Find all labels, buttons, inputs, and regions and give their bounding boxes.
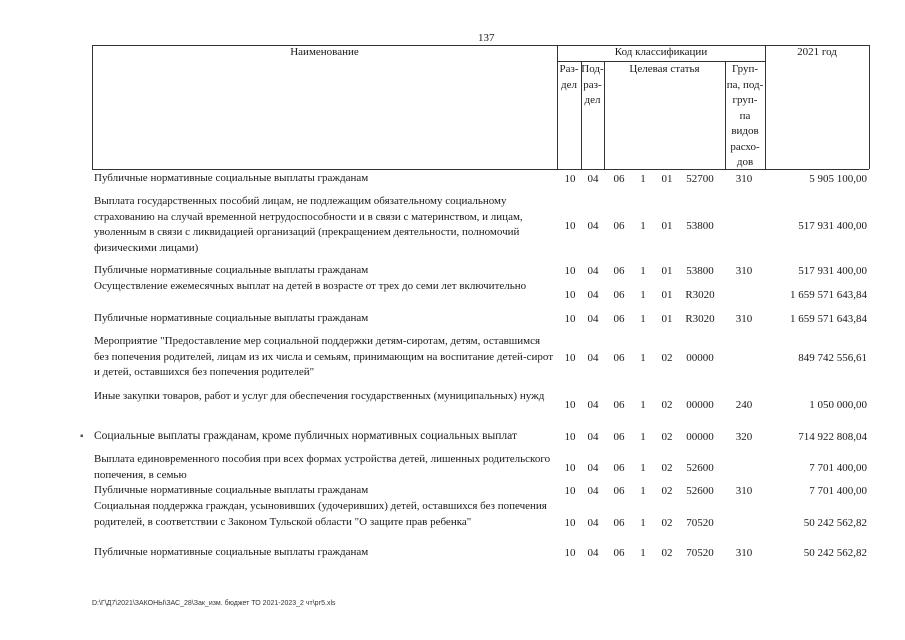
row-amount: 7 701 400,00 [809,485,867,497]
header-name: Наименование [290,46,359,58]
row-amount: 517 931 400,00 [798,220,867,232]
row-target-direction: 70520 [686,547,714,559]
row-amount: 5 905 100,00 [809,173,867,185]
table-left-border [92,45,93,169]
row-podrazdel: 04 [587,352,599,364]
row-amount: 849 742 556,61 [798,352,867,364]
header-year: 2021 год [797,46,837,58]
row-razdel: 10 [564,547,576,559]
row-amount: 1 050 000,00 [809,399,867,411]
row-name: Иные закупки товаров, работ и услуг для обеспечения государственных (муниципальных) нужд [94,390,545,402]
table-row [0,545,905,561]
row-razdel: 10 [564,289,576,301]
row-razdel: 10 [564,399,576,411]
table-row [0,499,905,547]
row-podrazdel: 04 [587,265,599,277]
header-code: Код классификации [614,46,708,58]
row-target-direction: 70520 [686,517,714,529]
row-target-subprogram: 1 [640,289,646,301]
row-amount: 517 931 400,00 [798,265,867,277]
row-razdel: 10 [564,352,576,364]
row-target-direction: R3020 [685,313,715,325]
table-row [0,429,905,445]
table-row [0,311,905,327]
row-target-direction: 52600 [686,485,714,497]
row-amount: 1 659 571 643,84 [790,289,867,301]
row-name: Социальные выплаты гражданам, кроме публичных нормативных социальных выплат [94,430,517,442]
file-path-footer: D:\Г\Д7\2021\ЗАКОНЫ\ЗАС_28\Зак_изм. бюджет ТО 2021-2023_2 чт\рг5.xls [92,600,336,607]
table-row [0,334,905,382]
row-target-direction: 52600 [686,462,714,474]
table-row [0,483,905,499]
row-target-direction: R3020 [685,289,715,301]
row-target-event: 01 [661,173,673,185]
row-razdel: 10 [564,462,576,474]
row-target-subprogram: 1 [640,265,646,277]
row-name: Публичные нормативные социальные выплаты гражданам [94,172,369,184]
row-target-direction: 53800 [686,220,714,232]
row-razdel: 10 [564,431,576,443]
row-target-subprogram: 1 [640,173,646,185]
table-row [0,170,905,186]
row-expense-type: 310 [735,173,753,185]
row-name: Публичные нормативные социальные выплаты гражданам [94,264,369,276]
row-amount: 1 659 571 643,84 [790,313,867,325]
row-target-event: 01 [661,289,673,301]
row-target-direction: 00000 [686,399,714,411]
row-name: Осуществление ежемесячных выплат на детей в возрасте от трех до семи лет включительно [94,280,527,292]
row-target-program: 06 [613,485,625,497]
row-razdel: 10 [564,173,576,185]
row-target-subprogram: 1 [640,462,646,474]
header-target: Целевая статья [629,63,700,75]
row-target-program: 06 [613,220,625,232]
row-target-event: 02 [661,399,673,411]
row-target-program: 06 [613,399,625,411]
row-target-program: 06 [613,289,625,301]
row-expense-type: 240 [735,399,753,411]
row-target-event: 02 [661,485,673,497]
row-razdel: 10 [564,265,576,277]
row-amount: 714 922 808,04 [798,431,867,443]
row-podrazdel: 04 [587,462,599,474]
row-razdel: 10 [564,220,576,232]
row-name: Публичные нормативные социальные выплаты гражданам [94,484,369,496]
row-target-program: 06 [613,173,625,185]
margin-mark: ▪ [80,431,84,442]
row-amount: 7 701 400,00 [809,462,867,474]
row-razdel: 10 [564,485,576,497]
row-podrazdel: 04 [587,289,599,301]
row-target-event: 02 [661,431,673,443]
page-number: 137 [478,32,495,44]
row-expense-type: 310 [735,485,753,497]
row-target-program: 06 [613,462,625,474]
row-target-event: 02 [661,517,673,529]
row-target-subprogram: 1 [640,547,646,559]
row-target-subprogram: 1 [640,313,646,325]
row-podrazdel: 04 [587,220,599,232]
row-target-subprogram: 1 [640,485,646,497]
row-target-subprogram: 1 [640,220,646,232]
row-target-event: 01 [661,265,673,277]
divider-code-year [765,45,766,169]
row-target-event: 01 [661,313,673,325]
row-razdel: 10 [564,313,576,325]
row-podrazdel: 04 [587,431,599,443]
row-expense-type: 310 [735,313,753,325]
row-target-direction: 00000 [686,431,714,443]
table-row [0,263,905,279]
row-expense-type: 310 [735,547,753,559]
row-amount: 50 242 562,82 [803,517,867,529]
row-name: Мероприятие "Предоставление мер социальной поддержки детям-сиротам, детям, оставшимся без попечения родителей, лицам из их числа и семьям, принимающим на воспитание детей-сирот и детей, оставшихся без попечения родителей" [94,335,554,378]
row-target-program: 06 [613,431,625,443]
row-name: Выплата единовременного пособия при всех формах устройства детей, лишенных родительского попечения, в семью [94,453,551,481]
row-target-program: 06 [613,313,625,325]
row-target-event: 01 [661,220,673,232]
row-target-event: 02 [661,547,673,559]
row-target-direction: 52700 [686,173,714,185]
row-name: Социальная поддержка граждан, усыновивших (удочеривших) детей, оставшихся без попечения родителей, в соответствии с Законом Тульской области "О защите прав ребенка" [94,500,547,528]
row-expense-type: 320 [735,431,753,443]
row-podrazdel: 04 [587,173,599,185]
row-target-direction: 53800 [686,265,714,277]
row-podrazdel: 04 [587,547,599,559]
table-row [0,452,905,484]
row-target-program: 06 [613,265,625,277]
row-target-direction: 00000 [686,352,714,364]
row-target-program: 06 [613,352,625,364]
row-target-event: 02 [661,352,673,364]
row-podrazdel: 04 [587,313,599,325]
row-podrazdel: 04 [587,399,599,411]
header-group: Груп- па, под- груп- па видов расхо- дов [726,63,764,168]
row-target-event: 02 [661,462,673,474]
header-razdel: Раз- дел [559,63,579,91]
row-razdel: 10 [564,517,576,529]
header-podrazdel: Под- раз- дел [581,63,604,106]
table-row [0,389,905,421]
row-amount: 50 242 562,82 [803,547,867,559]
row-target-subprogram: 1 [640,352,646,364]
table-row [0,279,905,311]
table-row [0,194,905,258]
row-target-subprogram: 1 [640,399,646,411]
row-podrazdel: 04 [587,517,599,529]
row-target-program: 06 [613,517,625,529]
row-expense-type: 310 [735,265,753,277]
table-right-border [869,45,870,169]
row-target-subprogram: 1 [640,431,646,443]
row-name: Выплата государственных пособий лицам, не подлежащим обязательному социальному страхованию на случай временной нетрудоспособности и в связи с материнством, и лицам, уволенным в связи с ликвидацией организаций (прекращением деятельности, полномочий физическими лицами) [94,195,523,254]
row-target-subprogram: 1 [640,517,646,529]
row-podrazdel: 04 [587,485,599,497]
row-target-program: 06 [613,547,625,559]
row-name: Публичные нормативные социальные выплаты гражданам [94,312,369,324]
row-name: Публичные нормативные социальные выплаты гражданам [94,546,369,558]
